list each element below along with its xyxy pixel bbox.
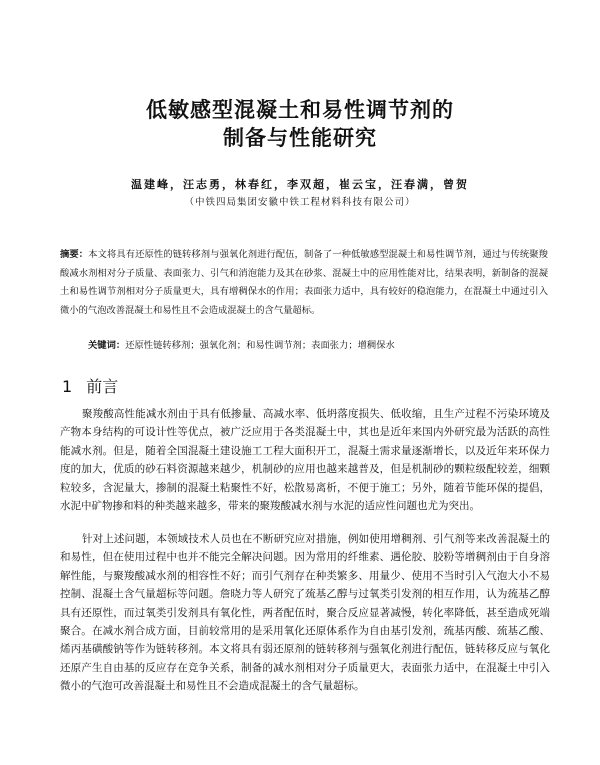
keywords-text: 还原性链转移剂；强氧化剂；和易性调节剂；表面张力；增稠保水 — [125, 340, 395, 351]
author-list: 温建峰，汪志勇，林春红，李双超，崔云宝，汪春满，曾贺 — [131, 178, 469, 191]
body-paragraph-2: 针对上述问题，本领域技术人员也在不断研究应对措施，例如使用增稠剂、引气剂等来改善混凝土的和易性，但在使用过程中也并不能完全解决问题。因为常用的纤维素、遇伦胶、胶粉等增稠剂由于自身溶解性能，与聚羧酸减水剂的相容性不好；而引气剂存在种类繁多、用量少、使用不当时引入气泡大小不易控制、混凝土含气量超标等问题。詹晓力等人研究了巯基乙醇与过氧类引发剂的相互作用，认为巯基乙醇具有还原性，而过氧类引发剂具有氧化性，两者配伍时，聚合反应显著减慢，转化率降低，甚至造成死端聚合。在减水剂合成方面，目前较常用的是采用氧化还原体系作为自由基引发剂，巯基丙酸、巯基乙酸、烯丙基磺酸钠等作为链转移剂。本文将具有弱还原剂的链转移剂与强氧化剂进行配伍，链转移反应与氧化还原产生自由基的反应存在竞争关系，制备的减水剂相对分子质量更大，表面张力适中，在混凝土中引入微小的气泡可改善混凝土和易性且不会造成混凝土的含气量超标。 — [60, 533, 550, 693]
keywords — [88, 337, 548, 351]
body-paragraph-1: 聚羧酸高性能减水剂由于具有低掺量、高减水率、低坍落度损失、低收缩，且生产过程不污染环境及产物本身结构的可设计性等优点，被广泛应用于各类混凝土中，其也是近年来国内外研究最为活跃的高性能减水剂。但是，随着全国混凝土建设施工工程大面积开工，混凝土需求量逐渐增长，以及近年来环保力度的加大，优质的砂石料资源越来越少，机制砂的应用也越来越普及，但是机制砂的颗粒级配较差，细颗粒较多，含泥量大，掺制的混凝土粘聚性不好，松散易离析，不便于施工；另外，随着节能环保的提倡，水泥中矿物掺和料的种类越来越多，带来的聚羧酸减水剂与水泥的适应性问题也尤为突出。 — [60, 408, 550, 513]
abstract-label: 摘要： — [60, 249, 89, 260]
keywords-label: 关键词： — [88, 340, 126, 351]
section-title: 前言 — [86, 377, 119, 396]
section-heading — [62, 374, 118, 397]
section-number: 1 — [62, 377, 73, 396]
abstract-text: 本文将具有还原性的链转移剂与强氧化剂进行配伍，制备了一种低敏感型混凝土和易性调节剂，通过与传统聚羧酸减水剂相对分子质量、表面张力、引气和消泡能力及其在砂浆、混凝土中的应用性能对比，结果表明，新制备的混凝土和易性调节剂相对分子质量更大，具有增稠保水的作用；表面张力适中，具有较好的稳泡能力，在混凝土中通过引入微小的气泡改善混凝土和易性且不会造成混凝土的含气量超标。 — [60, 249, 548, 316]
affiliation: （中铁四局集团安徽中铁工程材料科技有限公司） — [184, 197, 416, 208]
paper-title-line-1: 低敏感型混凝土和易性调节剂的 — [146, 98, 454, 122]
abstract — [60, 246, 548, 320]
paper-title-line-2: 制备与性能研究 — [223, 126, 377, 150]
